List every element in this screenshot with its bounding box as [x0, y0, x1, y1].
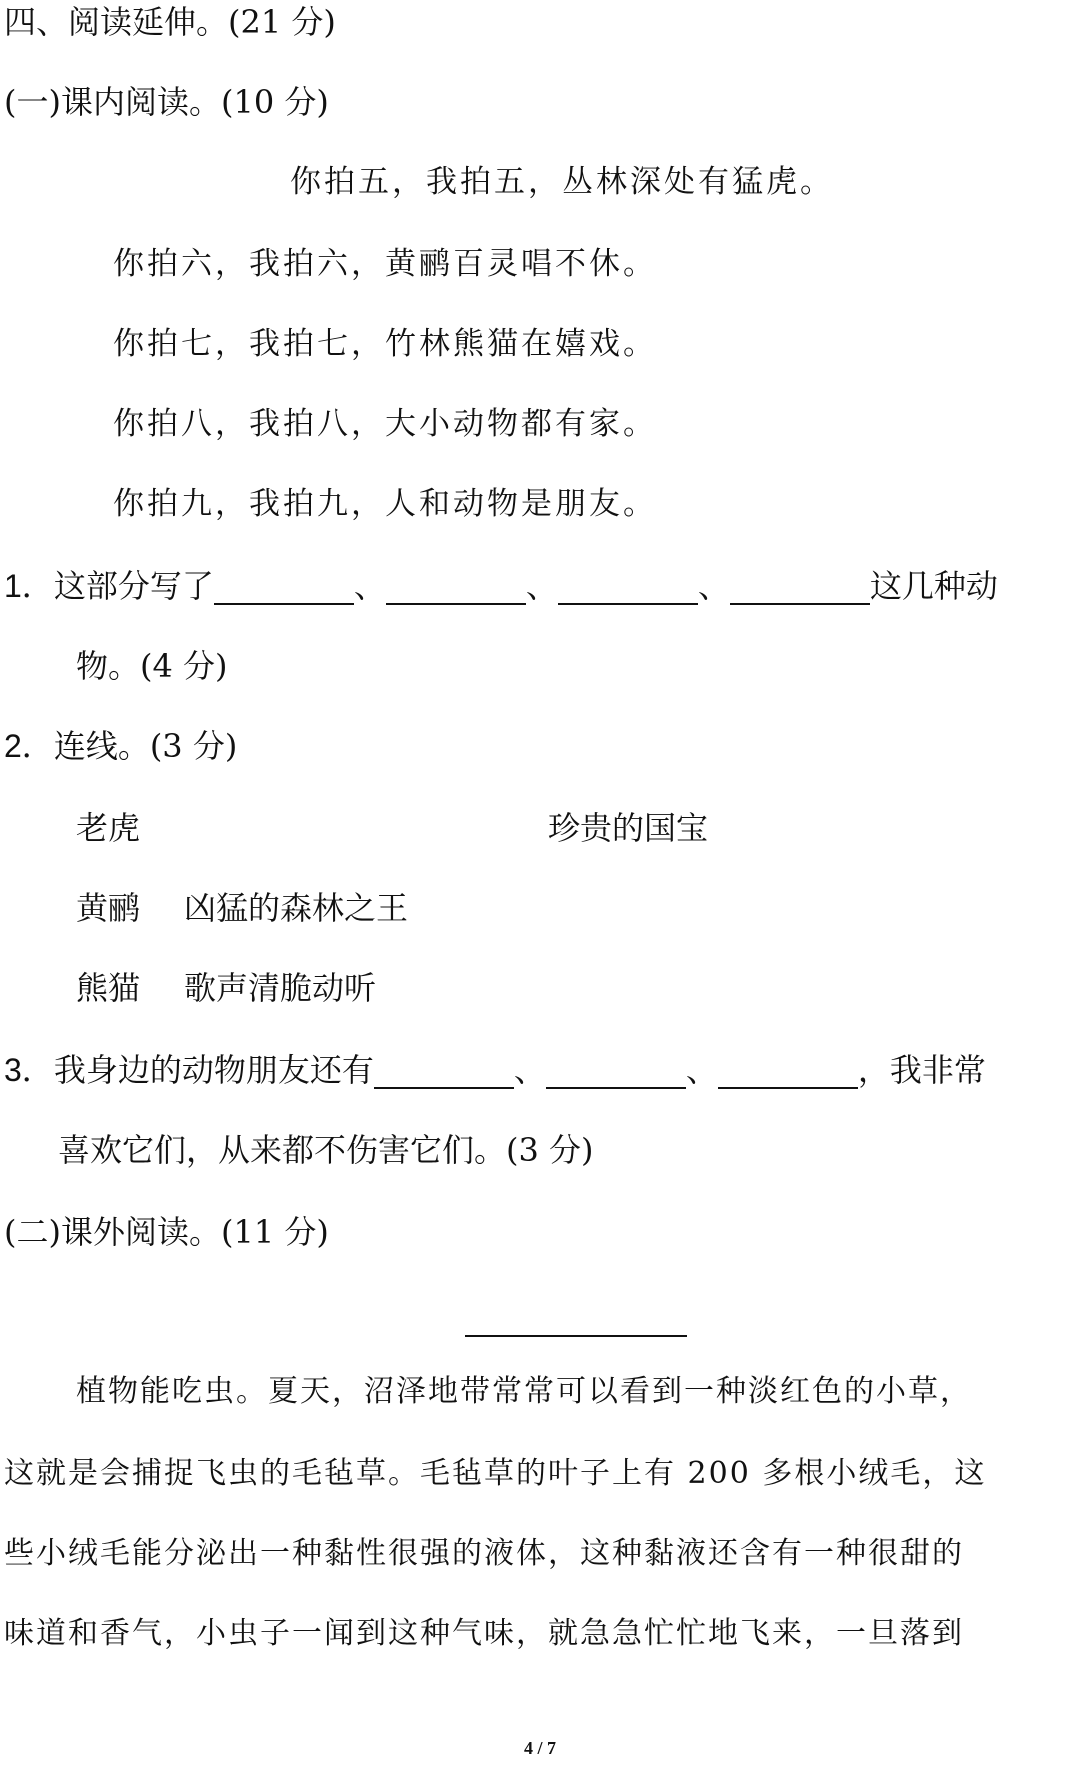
question-text: ，我非常 [857, 1051, 986, 1089]
passage-line: 这就是会捕捉飞虫的毛毡草。毛毡草的叶子上有 200 多根小绒毛，这 [4, 1456, 987, 1491]
passage-title-blank[interactable] [465, 1335, 687, 1337]
question-text: 这部分写了 [53, 567, 214, 605]
question-3 [4, 1050, 986, 1090]
answer-blank[interactable] [214, 571, 354, 605]
question-text: 我身边的动物朋友还有 [53, 1051, 374, 1089]
match-right-item[interactable]: 歌声清脆动听 [184, 969, 377, 1007]
poem-line: 你拍八，我拍八，大小动物都有家。 [113, 406, 657, 442]
question-number: 3． [4, 1052, 54, 1088]
match-left-item[interactable]: 黄鹂 [76, 889, 141, 927]
poem-line: 你拍九，我拍九，人和动物是朋友。 [113, 486, 657, 522]
match-right-item[interactable]: 凶猛的森林之王 [184, 889, 409, 927]
question-number: 2． [4, 728, 54, 764]
poem-line: 你拍六，我拍六，黄鹂百灵唱不休。 [113, 246, 657, 282]
answer-blank[interactable] [546, 1055, 686, 1089]
passage-line: 植物能吃虫。夏天，沼泽地带常常可以看到一种淡红色的小草， [76, 1374, 972, 1409]
answer-blank[interactable] [558, 571, 698, 605]
match-left-item[interactable]: 老虎 [76, 809, 141, 847]
separator: 、 [353, 567, 386, 605]
passage-line: 些小绒毛能分泌出一种黏性很强的液体，这种黏液还含有一种很甜的 [4, 1536, 964, 1571]
question-2 [4, 726, 237, 766]
separator: 、 [697, 567, 730, 605]
part2-title: (二)课外阅读。(11 分) [4, 1213, 329, 1251]
separator: 、 [685, 1051, 718, 1089]
poem-line: 你拍五，我拍五，丛林深处有猛虎。 [290, 164, 834, 200]
match-right-item[interactable]: 珍贵的国宝 [548, 809, 709, 847]
part1-title: (一)课内阅读。(10 分) [4, 83, 329, 121]
question-1 [4, 566, 998, 606]
question-text: 这几种动 [869, 567, 998, 605]
separator: 、 [513, 1051, 546, 1089]
question-1-cont: 物。(4 分) [76, 647, 228, 685]
question-number: 1． [4, 568, 54, 604]
answer-blank[interactable] [730, 571, 870, 605]
question-text: 连线。(3 分) [53, 727, 238, 765]
answer-blank[interactable] [386, 571, 526, 605]
match-left-item[interactable]: 熊猫 [76, 969, 141, 1007]
answer-blank[interactable] [374, 1055, 514, 1089]
question-3-cont: 喜欢它们，从来都不伤害它们。(3 分) [58, 1131, 594, 1169]
separator: 、 [525, 567, 558, 605]
page-number: 4 / 7 [523, 1738, 556, 1758]
poem-line: 你拍七，我拍七，竹林熊猫在嬉戏。 [113, 326, 657, 362]
passage-line: 味道和香气，小虫子一闻到这种气味，就急急忙忙地飞来，一旦落到 [4, 1616, 964, 1651]
answer-blank[interactable] [718, 1055, 858, 1089]
section-title: 四、阅读延伸。(21 分) [4, 3, 336, 41]
